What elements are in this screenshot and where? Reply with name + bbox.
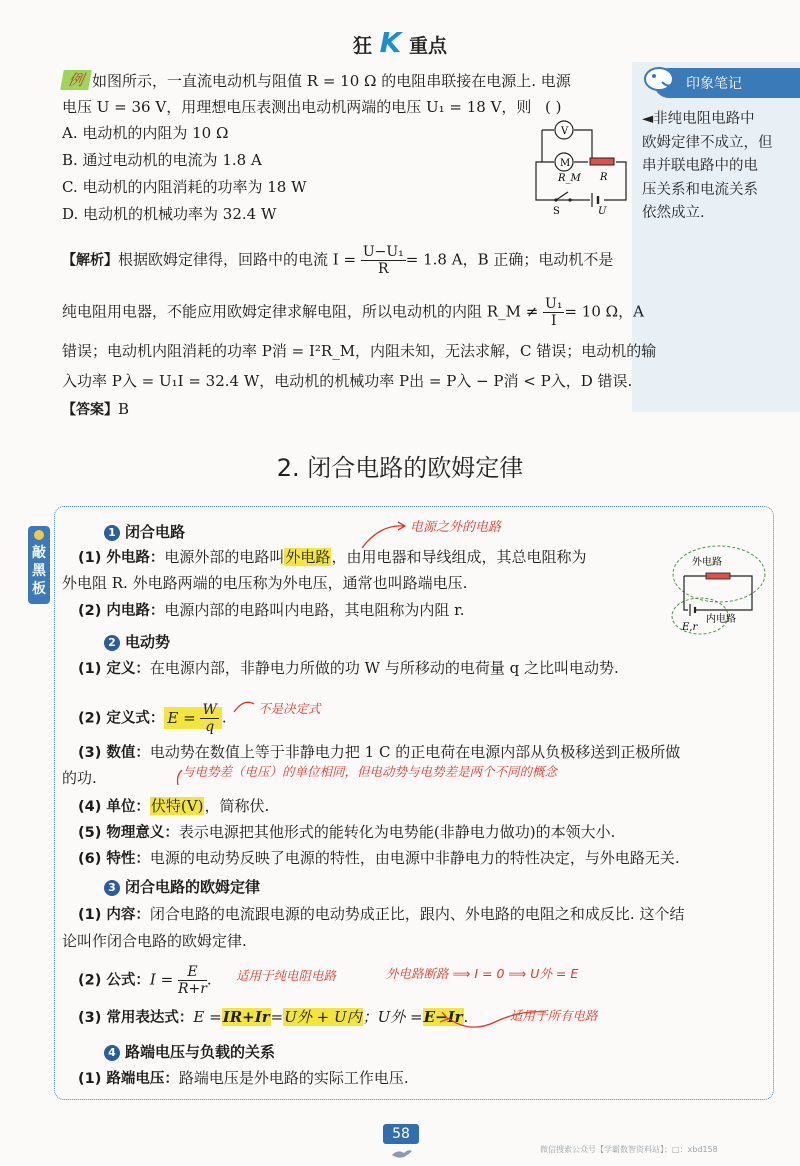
fraction-den: q xyxy=(205,719,215,735)
inner-circuit-label: 内电路 xyxy=(706,614,736,625)
item-label: (5) 物理意义： xyxy=(78,825,179,841)
item-text: 电动势在数值上等于非静电力把 1 C 的正电荷在电源内部从负极移送到正极所做 xyxy=(149,743,681,761)
fraction xyxy=(543,296,564,329)
u-label: U xyxy=(598,206,607,216)
switch-label: S xyxy=(553,206,560,216)
item-text: ，由用电器和导线组成，其总电阻称为 xyxy=(331,548,587,566)
fraction-den: I xyxy=(550,313,557,329)
analysis-text: = 1.8 A，B 正确；电动机不是 xyxy=(405,250,614,269)
block1-line1 xyxy=(78,546,586,569)
note-open-circuit-text: 外电路断路 ⟹ I = 0 ⟹ U外 = E xyxy=(386,966,579,981)
block4-line1 xyxy=(78,1067,409,1090)
item-text: ，简称伏. xyxy=(204,797,270,815)
item-text: . xyxy=(221,708,227,727)
elephant-icon xyxy=(642,64,676,94)
block2-line5 xyxy=(78,821,615,844)
footer-text: 微信搜索公众号【学霸数智资料站】；□：xbd158 xyxy=(540,1145,718,1154)
section-title: 2. 闭合电路的欧姆定律 xyxy=(276,454,524,482)
formula-lhs: I = xyxy=(149,970,174,989)
option-d: D. 电动机的机械功率为 32.4 W xyxy=(62,205,277,223)
item-text: ；U外 = xyxy=(362,1008,423,1026)
note-line: 串并联电路中的电 xyxy=(642,158,758,174)
item-text: 闭合电路的电流跟电源的电动势成正比，跟内、外电路的电阻之和成反比. 这个结 xyxy=(149,905,685,923)
fraction-num: E xyxy=(178,964,207,981)
block2-line2 xyxy=(78,702,227,735)
note-unit-comparison: 与电势差（电压）的单位相同，但电动势与电势差是两个不同的概念 xyxy=(182,764,558,779)
note-outside-power: 电源之外的电路 xyxy=(410,520,502,535)
block2-line1 xyxy=(78,657,619,680)
r-label: R xyxy=(600,172,608,183)
note-pure-resistor: 适用于纯电阻电路 xyxy=(236,968,337,983)
fraction xyxy=(200,702,218,735)
bird-icon xyxy=(390,1146,414,1165)
item-label: (2) 定义式： xyxy=(78,710,165,727)
block3-line1 xyxy=(78,903,684,926)
answer-value: B xyxy=(118,400,130,418)
page-number: 58 xyxy=(383,1124,419,1144)
header-prefix: 狂 xyxy=(353,35,373,57)
block-number-badge: 3 xyxy=(104,880,120,896)
analysis-line4: 入功率 P入 = U₁I = 32.4 W，电动机的机械功率 P出 = P入 − P消 < P入，D 错误. xyxy=(62,372,633,390)
fraction-den: R xyxy=(378,261,389,277)
item-label: (1) 定义： xyxy=(78,661,150,677)
item-text: 表示电源把其他形式的能转化为电势能(非静电力做功)的本领大小. xyxy=(178,823,616,841)
fraction-num: W xyxy=(202,702,217,718)
analysis-line2 xyxy=(62,296,644,329)
item-text: 电源的电动势反映了电源的特性，由电源中非静电力的特性决定，与外电路无关. xyxy=(149,849,680,867)
item-text: . xyxy=(463,1008,469,1026)
sidebar-note-body xyxy=(642,108,773,226)
note-line: ◄非纯电阻电路中 xyxy=(642,111,755,127)
highlight-emf-formula xyxy=(164,702,221,735)
item-label: (6) 特性： xyxy=(78,851,150,867)
formula-lhs: E = xyxy=(167,708,196,727)
analysis-text: = 10 Ω，A xyxy=(564,302,644,321)
analysis-label: 【解析】 xyxy=(62,252,118,269)
option-c: C. 电动机的内阻消耗的功率为 18 W xyxy=(62,178,307,196)
sidebar-note-title: 印象笔记 xyxy=(686,76,742,92)
note-open-circuit xyxy=(386,964,578,982)
example-line1: 如图所示，一直流电动机与阻值 R = 10 Ω 的电阻串联接在电源上. 电源 xyxy=(92,72,571,90)
analysis-line3: 错误；电动机内阻消耗的功率 P消 = I²R_M，内阻未知，无法求解，C 错误；电动机的输 xyxy=(62,342,657,360)
side-tab-label: 敲黑板 xyxy=(32,545,46,597)
block1-line3 xyxy=(78,599,464,622)
highlight-e-ir: E−Ir xyxy=(423,1008,463,1026)
block2-title: 电动势 xyxy=(125,633,171,651)
item-text: 电源外部的电路叫 xyxy=(164,548,285,566)
fraction-num: U−U₁ xyxy=(362,244,404,260)
note-line: 压关系和电流关系 xyxy=(642,181,758,198)
block2-heading xyxy=(104,631,170,653)
analysis-text: 根据欧姆定律得，回路中的电流 I = xyxy=(118,250,357,269)
item-text: 在电源内部，非静电力所做的功 W 与所移动的电荷量 q 之比叫电动势. xyxy=(149,659,619,677)
block1-line2: 外电阻 R. 外电路两端的电压称为外电压，通常也叫路端电压. xyxy=(62,574,468,592)
answer-paren: ( ) xyxy=(545,98,562,116)
block1-title: 闭合电路 xyxy=(125,523,186,541)
side-tab xyxy=(28,526,50,604)
formula-lhs: E = xyxy=(193,1008,222,1026)
block1-heading xyxy=(104,521,185,543)
block3-title: 闭合电路的欧姆定律 xyxy=(125,878,261,896)
answer-line xyxy=(62,398,129,421)
item-label: (4) 单位： xyxy=(78,799,150,815)
mini-circuit-diagram xyxy=(670,544,768,638)
note-line: 欧姆定律不成立，但 xyxy=(642,134,773,151)
highlight-unit: 伏特(V) xyxy=(150,797,204,815)
example-line2: 电压 U = 36 V，用理想电压表测出电动机两端的电压 U₁ = 18 V，则 xyxy=(62,98,532,116)
item-label: (1) 外电路： xyxy=(78,550,165,566)
highlight-ir-ir: IR+Ir xyxy=(222,1008,270,1026)
note-all-circuits: 适用于所有电路 xyxy=(510,1008,598,1023)
er-label: E,r xyxy=(682,622,698,633)
block4-title: 路端电压与负载的关系 xyxy=(125,1043,276,1061)
example-tag: 例 xyxy=(60,70,92,90)
sidebar-note xyxy=(632,62,800,412)
side-tab-dot xyxy=(34,530,44,540)
block3-line3 xyxy=(78,1006,468,1029)
option-a: A. 电动机的内阻为 10 Ω xyxy=(62,124,229,142)
header-k-logo: K xyxy=(379,26,402,59)
resistor-symbol xyxy=(590,158,614,165)
motor-label: M xyxy=(560,158,571,169)
fraction xyxy=(178,964,207,997)
block-number-badge: 1 xyxy=(104,525,120,541)
option-b: B. 通过电动机的电流为 1.8 A xyxy=(62,151,262,169)
note-not-decisive: 不是决定式 xyxy=(258,701,321,716)
block3-line2 xyxy=(78,964,212,997)
item-text: 路端电压是外电路的实际工作电压. xyxy=(178,1069,409,1087)
block2-line6 xyxy=(78,847,680,870)
page-header xyxy=(0,26,800,59)
item-text: 电源内部的电路叫内电路，其电阻称为内阻 r. xyxy=(164,601,465,619)
block-number-badge: 4 xyxy=(104,1045,120,1061)
block3-line1b: 论叫作闭合电路的欧姆定律. xyxy=(62,932,247,950)
voltmeter-label: V xyxy=(561,126,569,137)
item-label: (2) 内电路： xyxy=(78,603,165,619)
analysis-text: 纯电阻用电器，不能应用欧姆定律求解电阻，所以电动机的内阻 R_M ≠ xyxy=(62,302,539,321)
block2-line3 xyxy=(78,741,680,764)
block-number-badge: 2 xyxy=(104,635,120,651)
analysis-line1 xyxy=(62,244,613,277)
equals: = xyxy=(270,1008,284,1026)
fraction-num: U₁ xyxy=(545,296,563,312)
item-text: . xyxy=(206,970,212,989)
outer-circuit-label: 外电路 xyxy=(692,557,722,568)
block4-heading xyxy=(104,1041,275,1063)
item-label: (3) 数值： xyxy=(78,745,150,761)
item-label: (3) 常用表达式： xyxy=(78,1010,194,1026)
highlight-u-sum: U外 + U内 xyxy=(284,1008,362,1026)
note-line: 依然成立. xyxy=(642,205,705,221)
fraction-den: R+r xyxy=(177,981,207,997)
highlight-outer-circuit: 外电路 xyxy=(285,548,331,566)
answer-label: 【答案】 xyxy=(62,402,118,418)
block3-heading xyxy=(104,876,260,898)
header-suffix: 重点 xyxy=(408,35,447,57)
fraction xyxy=(361,244,406,277)
example-circuit-diagram xyxy=(528,118,636,216)
item-label: (2) 公式： xyxy=(78,972,150,989)
block2-line4 xyxy=(78,795,269,818)
block2-line3b: 的功. xyxy=(62,769,97,787)
item-label: (1) 内容： xyxy=(78,907,150,923)
rm-label: R_M xyxy=(558,173,581,184)
item-label: (1) 路端电压： xyxy=(78,1071,179,1087)
